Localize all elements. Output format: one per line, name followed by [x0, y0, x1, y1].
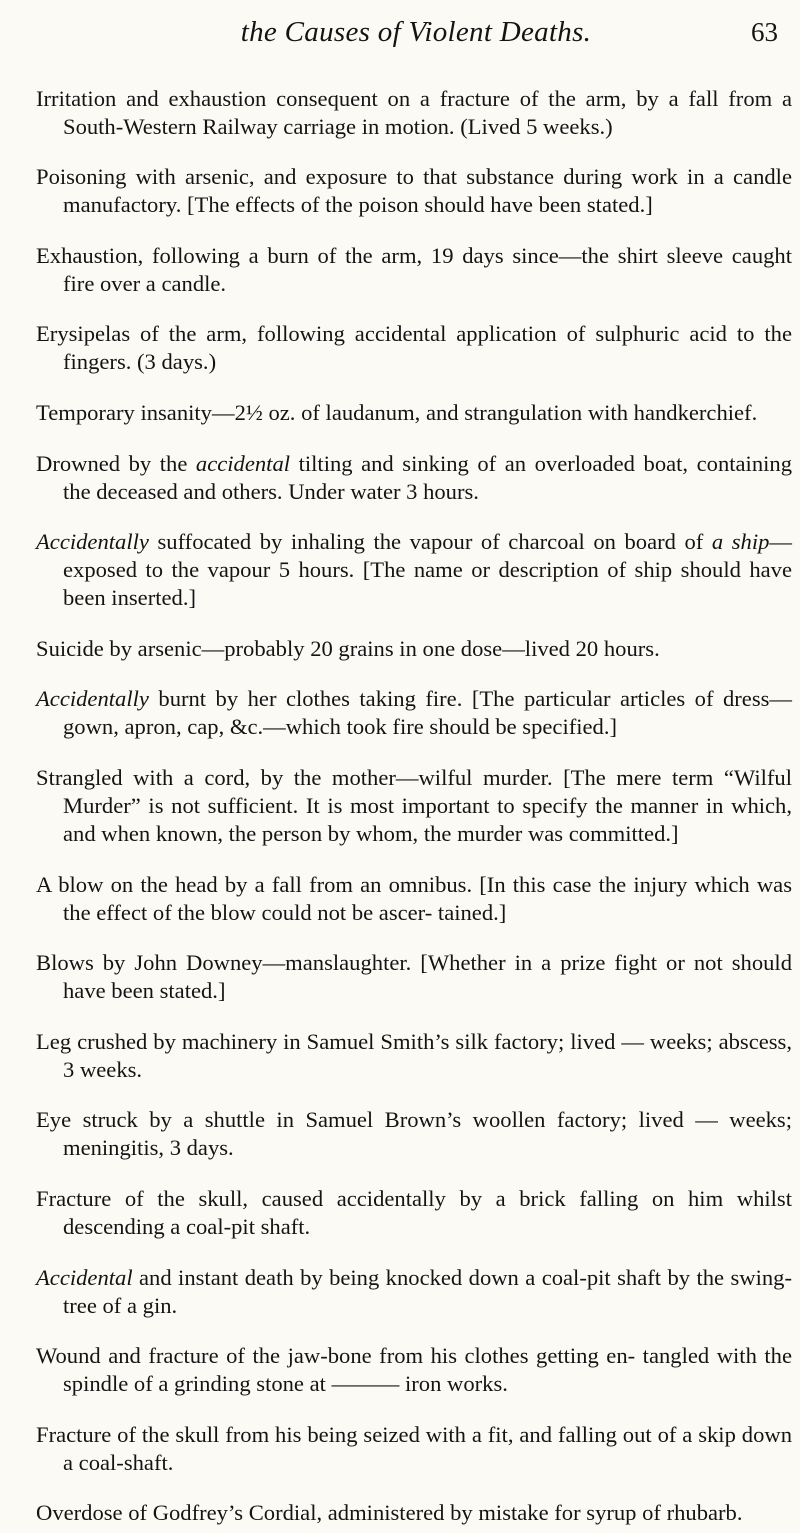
entry-jaw-fracture: Wound and fracture of the jaw-bone from his clothes getting en- tangled with the spindle of a grinding stone at ——— iron works. [36, 1343, 792, 1397]
entry-list [36, 62, 792, 1533]
entry-leg-crushed: Leg crushed by machinery in Samuel Smith’s silk factory; lived — weeks; abscess, 3 weeks. [36, 1028, 792, 1082]
page-number: 63 [751, 17, 778, 47]
entry-clothes-fire: Accidentally burnt by her clothes taking fire. [The particular articles of dress—gown, apron, cap, &c.—which took fire should be specified.] [36, 686, 792, 740]
running-head [40, 12, 792, 52]
entry-eye-shuttle: Eye struck by a shuttle in Samuel Brown’s woollen factory; lived — weeks; meningitis, 3 days. [36, 1107, 792, 1161]
entry-manslaughter: Blows by John Downey—manslaughter. [Whether in a prize fight or not should have been stated.] [36, 950, 792, 1004]
entry-temporary-insanity: Temporary insanity—2½ oz. of laudanum, and strangulation with handkerchief. [36, 399, 758, 425]
entry-skull-brick: Fracture of the skull, caused accidentally by a brick falling on him whilst descending a coal-pit shaft. [36, 1185, 792, 1239]
entry-charcoal-suffocation: Accidentally suffocated by inhaling the vapour of charcoal on board of a ship—exposed to the vapour 5 hours. [The name or description of ship should have been inserted.] [36, 529, 792, 611]
entry-skull-fit: Fracture of the skull from his being seized with a fit, and falling out of a skip down a coal-shaft. [36, 1421, 792, 1475]
entry-erysipelas: Erysipelas of the arm, following accidental application of sulphuric acid to the fingers. (3 days.) [36, 321, 792, 375]
entry-omnibus-fall: A blow on the head by a fall from an omnibus. [In this case the injury which was the effect of the blow could not be ascer- tained.] [36, 871, 792, 925]
entry-burn-arm: Exhaustion, following a burn of the arm, 19 days since—the shirt sleeve caught fire over a candle. [36, 242, 792, 296]
entry-swing-tree: Accidental and instant death by being knocked down a coal-pit shaft by the swing-tree of a gin. [36, 1264, 792, 1318]
running-title: the Causes of Violent Deaths. [240, 16, 592, 48]
entry-suicide-arsenic: Suicide by arsenic—probably 20 grains in one dose—lived 20 hours. [36, 635, 660, 661]
entry-arsenic-candle: Poisoning with arsenic, and exposure to that substance during work in a candle manufactory. [The effects of the poison should have been stated.] [36, 164, 792, 218]
entry-godfreys-cordial: Overdose of Godfrey’s Cordial, administered by mistake for syrup of rhubarb. [36, 1500, 743, 1526]
entry-strangled-cord: Strangled with a cord, by the mother—wilful murder. [The mere term “Wilful Murder” is not sufficient. It is most important to specify the manner in which, and when known, the person by whom, the murder was committed.] [36, 764, 792, 846]
entry-drowned: Drowned by the accidental tilting and sinking of an overloaded boat, containing the deceased and others. Under water 3 hours. [36, 450, 792, 504]
entry-arm-fracture: Irritation and exhaustion consequent on a fracture of the arm, by a fall from a South-Western Railway carriage in motion. (Lived 5 weeks.) [36, 85, 792, 139]
